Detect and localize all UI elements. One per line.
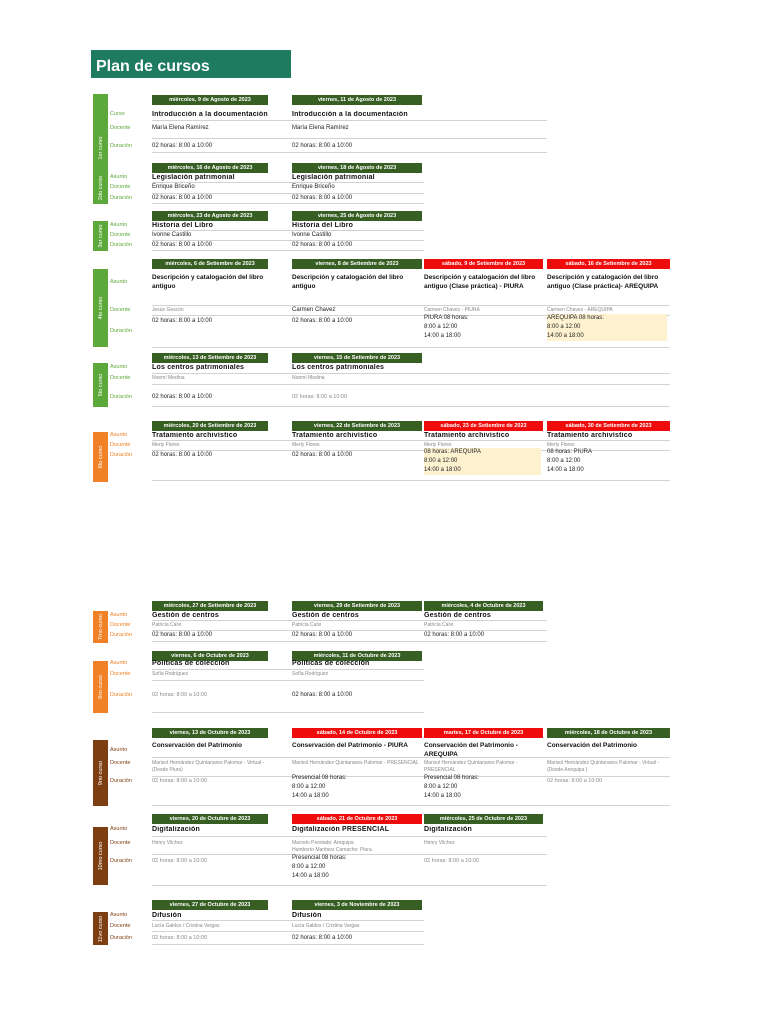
course-duration: 02 horas: 8:00 a 10:00 <box>292 242 353 248</box>
date-header: sábado, 9 de Setiembre de 2023 <box>424 259 543 269</box>
course-teacher: Sofía Rodríguez <box>152 671 189 677</box>
course-subject: Descripción y catalogación del libro antiguo <box>292 274 404 290</box>
course-duration: Presencial 08 horas: 8:00 a 12:00 14:00 a 18:00 <box>292 775 347 799</box>
date-header: miércoles, 16 de Agosto de 2023 <box>152 163 268 173</box>
course-teacher: Marisol Hernández Quintanares Palomar - PRESENCIAL <box>424 760 518 773</box>
course-duration: 02 horas: 8:00 a 10:00 <box>152 394 213 400</box>
course-teacher: María Elena Ramírez <box>152 125 209 131</box>
row-label-subject: Asunto <box>110 364 128 370</box>
row-divider <box>152 182 424 183</box>
row-divider <box>152 240 424 241</box>
page-title: Plan de cursos <box>91 50 291 78</box>
course-duration: PIURA 08 horas: 8:00 a 12:00 14:00 a 18:00 <box>424 315 469 339</box>
course-subject: Tratamiento archivístico <box>424 432 510 439</box>
row-label-teacher: Docente <box>110 375 131 381</box>
course-band-label: 8vo curso <box>97 675 104 699</box>
course-subject: Descripción y catalogación del libro antiguo (Clase práctica)- AREQUIPA <box>547 274 659 290</box>
row-divider <box>152 641 547 642</box>
course-duration: Presencial 08 horas: 8:00 a 12:00 14:00 a 18:00 <box>292 855 347 879</box>
row-label-subject: Asunto <box>110 826 128 832</box>
row-divider <box>152 757 670 758</box>
course-duration: 02 horas: 8:00 a 10:00 <box>292 935 353 941</box>
course-subject: Los centros patrimoniales <box>152 364 245 371</box>
course-teacher: Lucía Galdos / Cristina Vargas <box>292 923 360 929</box>
row-label-duration: Duración <box>110 394 133 400</box>
course-duration: Presencial 08 horas: 8:00 a 12:00 14:00 a 18:00 <box>424 775 479 799</box>
date-header: viernes, 3 de Noviembre de 2023 <box>292 900 422 910</box>
row-divider <box>152 250 424 251</box>
course-band-label: 3er curso <box>97 224 104 248</box>
row-label-subject: Asunto <box>110 432 128 438</box>
row-label-subject: Asunto <box>110 174 128 180</box>
course-band-label: 4to curso <box>97 296 104 320</box>
row-label-subject: Asunto <box>110 279 128 285</box>
row-divider <box>152 931 424 932</box>
course-teacher: Carmen Chavez - PIURA <box>424 307 480 313</box>
course-teacher: Patricia Calvi <box>152 622 182 628</box>
row-divider <box>152 373 670 374</box>
course-duration: 02 horas: 8:00 a 10:00 <box>152 692 208 698</box>
row-divider <box>152 152 547 153</box>
course-subject: Introducción a la documentación <box>152 111 268 118</box>
course-subject: Tratamiento archivístico <box>547 432 633 439</box>
row-label-subject: Asunto <box>110 912 128 918</box>
date-header: sábado, 30 de Setiembre de 2023 <box>547 421 670 431</box>
course-band-label: 2do curso <box>97 175 104 201</box>
row-label-subject: Asunto <box>110 612 128 618</box>
row-divider <box>152 805 670 806</box>
date-header: viernes, 20 de Octubre de 2023 <box>152 814 268 824</box>
course-teacher: Merly Flores <box>152 442 180 448</box>
row-label-teacher: Docente <box>110 840 131 846</box>
course-duration: 02 horas: 8:00 a 10:00 <box>152 452 213 458</box>
course-teacher: Patricia Calvi <box>292 622 322 628</box>
course-duration: 02 horas: 8:00 a 10:00 <box>292 195 353 201</box>
course-teacher: María Elena Ramírez <box>292 125 349 131</box>
row-label-teacher: Docente <box>110 442 131 448</box>
date-header: viernes, 22 de Setiembre de 2023 <box>292 421 422 431</box>
row-label-teacher: Docente <box>110 232 131 238</box>
course-teacher: Merly Flores <box>547 442 575 448</box>
course-subject: Políticas de colección <box>152 660 230 667</box>
date-header: viernes, 18 de Agosto de 2023 <box>292 163 422 173</box>
row-label-duration: Duración <box>110 632 133 638</box>
row-divider <box>152 480 670 481</box>
date-header: miércoles, 27 de Setiembre de 2023 <box>152 601 268 611</box>
date-header: viernes, 6 de Octubre de 2023 <box>152 651 268 661</box>
course-band <box>93 611 108 643</box>
row-divider <box>152 630 547 631</box>
course-duration: 02 horas: 8:00 a 10:00 <box>152 858 208 864</box>
date-header: sábado, 23 de Setiembre de 2023 <box>424 421 543 431</box>
row-label-duration: Duración <box>110 692 133 698</box>
course-band-label: 10mo curso <box>97 841 104 871</box>
row-label-teacher: Docente <box>110 671 131 677</box>
course-teacher: Marisol Hernández Quintanares Palomar - Virtual - (Desde Piura) <box>152 760 265 773</box>
course-teacher: Sofía Rodríguez <box>292 671 329 677</box>
date-header: viernes, 8 de Setiembre de 2023 <box>292 259 422 269</box>
course-subject: Conservación del Patrimonio <box>547 742 637 749</box>
row-divider <box>152 230 424 231</box>
date-header: viernes, 29 de Setiembre de 2023 <box>292 601 422 611</box>
course-teacher: Patricia Calvi <box>424 622 454 628</box>
row-label-teacher: Docente <box>110 184 131 190</box>
date-header: miércoles, 13 de Setiembre de 2023 <box>152 353 268 363</box>
course-duration: 02 horas: 8:00 a 10:00 <box>424 858 480 864</box>
course-duration: 02 horas: 8:00 a 10:00 <box>292 452 353 458</box>
row-label-subject: Asunto <box>110 660 128 666</box>
course-subject: Conservación del Patrimonio <box>152 742 242 749</box>
row-label-teacher: Docente <box>110 760 131 766</box>
course-teacher: Marisol Hernández Quintanares Palomar - Virtual - (Desde Arequipa ) <box>547 760 660 773</box>
date-header: miércoles, 9 de Agosto de 2023 <box>152 95 268 105</box>
date-header: sábado, 14 de Octubre de 2023 <box>292 728 422 738</box>
course-duration: 02 horas: 8:00 a 10:00 <box>424 632 485 638</box>
date-header: miércoles, 6 de Setiembre de 2023 <box>152 259 268 269</box>
course-duration: 02 horas: 8:00 a 10:00 <box>152 242 213 248</box>
row-label-duration: Duración <box>110 195 133 201</box>
row-divider <box>152 680 424 681</box>
row-label-teacher: Docente <box>110 622 131 628</box>
course-duration: AREQUIPA 08 horas: 8:00 a 12:00 14:00 a 18:00 <box>547 314 667 341</box>
course-subject: Gestión de centros <box>292 612 360 619</box>
course-subject: Digitalización PRESENCIAL <box>292 826 390 833</box>
row-divider <box>152 384 670 385</box>
date-header: miércoles, 18 de Octubre de 2023 <box>547 728 670 738</box>
date-header: viernes, 27 de Octubre de 2023 <box>152 900 268 910</box>
row-divider <box>152 305 670 306</box>
row-label-duration: Duración <box>110 858 133 864</box>
row-label-duration: Duración <box>110 143 133 149</box>
course-band-label: 1er curso <box>97 136 104 160</box>
course-subject: Los centros patrimoniales <box>292 364 385 371</box>
row-divider <box>152 712 424 713</box>
row-label-duration: Duración <box>110 328 133 334</box>
date-header: miércoles, 20 de Setiembre de 2023 <box>152 421 268 431</box>
course-subject: Gestión de centros <box>424 612 492 619</box>
row-divider <box>152 347 670 348</box>
course-band <box>93 269 108 347</box>
course-subject: Políticas de colección <box>292 660 370 667</box>
course-duration: 02 horas: 8:00 a 10:00 <box>152 143 213 149</box>
course-duration: 02 horas: 8:00 a 10:00 <box>292 143 353 149</box>
row-label-duration: Duración <box>110 778 133 784</box>
course-subject: Descripción y catalogación del libro antiguo <box>152 274 264 290</box>
row-divider <box>152 440 670 441</box>
course-teacher: Carmen Chavez - AREQUIPA <box>547 307 613 313</box>
course-band <box>93 172 108 204</box>
row-divider <box>152 193 424 194</box>
course-teacher: Merly Flores <box>292 442 320 448</box>
row-label-subject: Asunto <box>110 222 128 228</box>
date-header: sábado, 21 de Octubre de 2023 <box>292 814 422 824</box>
course-band <box>93 912 108 945</box>
course-subject: Tratamiento archivístico <box>152 432 238 439</box>
course-teacher: Enrique Briceño <box>292 184 335 190</box>
course-teacher: Merly Flores <box>424 442 452 448</box>
course-band <box>93 221 108 251</box>
date-header: viernes, 11 de Agosto de 2023 <box>292 95 422 105</box>
date-header: miércoles, 23 de Agosto de 2023 <box>152 211 268 221</box>
date-header: viernes, 13 de Octubre de 2023 <box>152 728 268 738</box>
row-label-subject: Asunto <box>110 747 128 753</box>
course-band-label: 11vo curso <box>97 915 104 942</box>
row-divider <box>152 120 547 121</box>
row-divider <box>152 885 547 886</box>
course-duration: 08 horas: AREQUIPA 8:00 a 12:00 14:00 a 18:00 <box>424 448 541 475</box>
row-label-subject: Curso <box>110 111 125 117</box>
course-duration: 02 horas: 8:00 a 10:00 <box>152 935 208 941</box>
course-band <box>93 661 108 713</box>
course-duration: 02 horas: 8:00 a 10:00 <box>547 778 603 784</box>
course-band <box>93 827 108 885</box>
course-duration: 02 horas: 8:00 a 10:00 <box>152 632 213 638</box>
course-band-label: 6to curso <box>97 445 104 469</box>
row-divider <box>152 203 424 204</box>
row-divider <box>152 669 424 670</box>
row-label-teacher: Docente <box>110 125 131 131</box>
date-header: viernes, 25 de Agosto de 2023 <box>292 211 422 221</box>
course-duration: 02 horas: 8:00 a 10:00 <box>152 195 213 201</box>
course-band-label: 5to curso <box>97 373 104 397</box>
course-subject: Conservación del Patrimonio - PIURA <box>292 742 408 749</box>
course-subject: Digitalización <box>152 826 200 833</box>
course-subject: Legislación patrimonial <box>152 174 235 181</box>
course-teacher: Henry Vilchez <box>424 840 455 846</box>
row-divider <box>152 920 424 921</box>
course-teacher: Carmen Chavez <box>292 307 336 313</box>
course-subject: Digitalización <box>424 826 472 833</box>
course-teacher: Noemí Medina <box>292 375 325 381</box>
row-divider <box>152 836 547 837</box>
course-teacher: Jesús Gescón <box>152 307 184 313</box>
row-divider <box>152 620 547 621</box>
date-header: miércoles, 25 de Octubre de 2023 <box>424 814 543 824</box>
row-label-duration: Duración <box>110 935 133 941</box>
course-subject: Difusión <box>152 912 182 919</box>
row-label-teacher: Docente <box>110 307 131 313</box>
course-band-label: 7mo curso <box>97 614 104 640</box>
row-label-duration: Duración <box>110 242 133 248</box>
course-band <box>93 740 108 806</box>
course-teacher: Noemí Medina <box>152 375 185 381</box>
date-header: miércoles, 11 de Octubre de 2023 <box>292 651 422 661</box>
course-duration: 02 horas: 8:00 a 10:00 <box>292 632 353 638</box>
course-subject: Legislación patrimonial <box>292 174 375 181</box>
course-subject: Gestión de centros <box>152 612 220 619</box>
course-subject: Tratamiento archivístico <box>292 432 378 439</box>
course-teacher: Marcelo Prestado: Arequipa Humberto Martinez Camacho: Piura <box>292 840 372 853</box>
row-divider <box>152 944 424 945</box>
course-subject: Difusión <box>292 912 322 919</box>
course-subject: Introducción a la documentación <box>292 111 408 118</box>
course-subject: Historia del Libro <box>152 222 214 229</box>
course-subject: Conservación del Patrimonio - AREQUIPA <box>424 742 518 758</box>
course-band <box>93 363 108 407</box>
course-teacher: Ivonne Castillo <box>292 232 332 238</box>
course-teacher: Lucía Galdos / Cristina Vargas <box>152 923 220 929</box>
row-label-teacher: Docente <box>110 923 131 929</box>
course-duration: 02 horas: 8:00 a 10:00 <box>152 778 208 784</box>
course-teacher: Henry Vilchez <box>152 840 183 846</box>
row-divider <box>152 138 547 139</box>
course-subject: Descripción y catalogación del libro antiguo (Clase práctica) - PIURA <box>424 274 536 290</box>
row-label-duration: Duración <box>110 452 133 458</box>
course-band-label: 9no curso <box>97 760 104 786</box>
date-header: viernes, 15 de Setiembre de 2023 <box>292 353 422 363</box>
course-duration: 02 horas: 8:00 a 10:00 <box>292 692 353 698</box>
row-divider <box>152 406 670 407</box>
course-teacher: Marisol Hernández Quintanares Palomar - PRESENCIAL <box>292 760 419 766</box>
date-header: sábado, 16 de Setiembre de 2023 <box>547 259 670 269</box>
date-header: miércoles, 4 de Octubre de 2023 <box>424 601 543 611</box>
course-duration: 02 horas: 8:00 a 10:00 <box>292 394 348 400</box>
course-band <box>93 432 108 482</box>
course-duration: 02 horas: 8:00 a 10:00 <box>292 318 353 324</box>
course-duration: 02 horas: 8:00 a 10:00 <box>152 318 213 324</box>
date-header: martes, 17 de Octubre de 2023 <box>424 728 543 738</box>
course-teacher: Enrique Briceño <box>152 184 195 190</box>
course-duration: 08 horas: PIURA 8:00 a 12:00 14:00 a 18:00 <box>547 449 593 473</box>
course-teacher: Ivonne Castillo <box>152 232 192 238</box>
course-subject: Historia del Libro <box>292 222 354 229</box>
